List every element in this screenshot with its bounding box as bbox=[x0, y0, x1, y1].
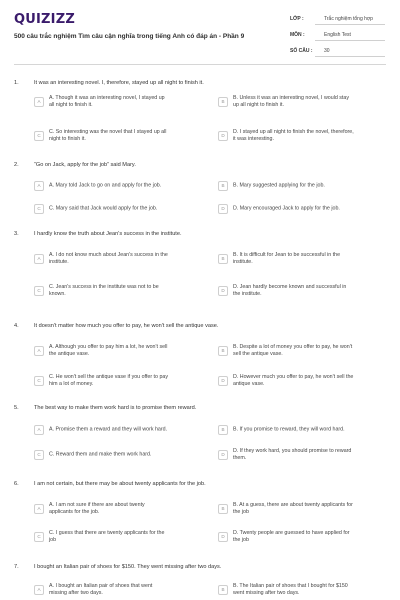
answer-option-a[interactable] bbox=[34, 580, 214, 600]
answer-option-c[interactable] bbox=[34, 199, 214, 219]
answer-option-d[interactable] bbox=[218, 371, 398, 391]
quizizz-logo: QUIZIZZ bbox=[14, 12, 75, 27]
question-text: I hardly know the truth about Jean's success in the institute. bbox=[34, 231, 182, 237]
option-text: D. Mary encouraged Jack to apply for the job. bbox=[233, 205, 340, 212]
answer-option-b[interactable] bbox=[218, 176, 398, 196]
answer-option-b[interactable] bbox=[218, 499, 398, 519]
question-text: I bought an Italian pair of shoes for $150. They went missing after two days. bbox=[34, 564, 222, 570]
option-letter-box: D bbox=[218, 532, 228, 542]
option-letter-box: B bbox=[218, 425, 228, 435]
option-text: D. However much you offer to pay, he won't sell the antique vase. bbox=[233, 373, 354, 387]
option-letter-box: C bbox=[34, 532, 44, 542]
answer-option-d[interactable] bbox=[218, 199, 398, 219]
option-text: C. Reward them and make them work hard. bbox=[49, 451, 152, 458]
option-text: A. Though it was an interesting novel, I stayed up all night to finish it. bbox=[49, 94, 165, 108]
question-number: 3. bbox=[14, 231, 19, 237]
option-text: B. At a guess, there are about twenty applicants for the job bbox=[233, 501, 353, 515]
option-letter-box: B bbox=[218, 97, 228, 107]
option-letter-box: C bbox=[34, 376, 44, 386]
answer-option-b[interactable] bbox=[218, 249, 398, 269]
worksheet-title: 500 câu trắc nghiệm Tìm câu cận nghĩa trong tiếng Anh có đáp án - Phần 9 bbox=[14, 33, 245, 40]
option-text: B. Unless it was an interesting novel, I would stay up all night to finish it. bbox=[233, 94, 349, 108]
option-letter-box: A bbox=[34, 346, 44, 356]
option-letter-box: D bbox=[218, 286, 228, 296]
option-text: D. I stayed up all night to finish the novel, therefore, it was interesting. bbox=[233, 128, 354, 142]
answer-option-b[interactable] bbox=[218, 580, 398, 600]
question-number: 4. bbox=[14, 323, 19, 329]
meta-class-label: LỚP : bbox=[290, 16, 304, 22]
answer-option-a[interactable] bbox=[34, 92, 214, 112]
question-text: The best way to make them work hard is to promise them reward. bbox=[34, 405, 197, 411]
answer-option-d[interactable] bbox=[218, 445, 398, 465]
answer-option-a[interactable] bbox=[34, 499, 214, 519]
meta-class-value: Trắc nghiệm tổng hợp bbox=[315, 14, 385, 25]
option-text: A. I am not sure if there are about twenty applicants for the job. bbox=[49, 501, 145, 515]
option-text: B. If you promise to reward, they will word hard. bbox=[233, 426, 345, 433]
option-letter-box: A bbox=[34, 585, 44, 595]
option-text: C. Mary said that Jack would apply for the job. bbox=[49, 205, 158, 212]
option-letter-box: D bbox=[218, 204, 228, 214]
answer-option-c[interactable] bbox=[34, 527, 214, 547]
option-text: B. It is difficult for Jean to be successful in the institute. bbox=[233, 251, 341, 265]
option-text: D. Twenty people are guessed to have applied for the job bbox=[233, 529, 350, 543]
option-text: A. Although you offer to pay him a lot, he won't sell the antique vase. bbox=[49, 343, 168, 357]
option-letter-box: C bbox=[34, 450, 44, 460]
option-text: C. I guess that there are twenty applicants for the job bbox=[49, 529, 165, 543]
option-text: B. The Italian pair of shoes that I bought for $150 went missing after two days. bbox=[233, 582, 348, 596]
answer-option-c[interactable] bbox=[34, 281, 214, 301]
option-text: A. Promise them a reward and they will work hard. bbox=[49, 426, 168, 433]
option-letter-box: C bbox=[34, 286, 44, 296]
answer-option-c[interactable] bbox=[34, 445, 214, 465]
option-letter-box: C bbox=[34, 131, 44, 141]
option-letter-box: B bbox=[218, 585, 228, 595]
meta-subject bbox=[290, 30, 390, 41]
answer-option-d[interactable] bbox=[218, 281, 398, 301]
meta-count-value: 30 bbox=[315, 46, 385, 57]
option-letter-box: B bbox=[218, 504, 228, 514]
answer-option-a[interactable] bbox=[34, 341, 214, 361]
answer-option-d[interactable] bbox=[218, 126, 398, 146]
option-text: A. I do not know much about Jean's success in the institute. bbox=[49, 251, 168, 265]
answer-option-b[interactable] bbox=[218, 420, 398, 440]
answer-option-c[interactable] bbox=[34, 126, 214, 146]
question-number: 1. bbox=[14, 80, 19, 86]
meta-class bbox=[290, 14, 390, 25]
header-divider bbox=[14, 64, 386, 65]
question-number: 2. bbox=[14, 162, 19, 168]
question-text: I am not certain, but there may be about twenty applicants for the job. bbox=[34, 481, 206, 487]
option-letter-box: C bbox=[34, 204, 44, 214]
answer-option-d[interactable] bbox=[218, 527, 398, 547]
option-letter-box: D bbox=[218, 376, 228, 386]
option-text: A. I bought an Italian pair of shoes that went missing after two days. bbox=[49, 582, 153, 596]
option-text: C. He won't sell the antique vase if you offer to pay him a lot of money. bbox=[49, 373, 168, 387]
answer-option-a[interactable] bbox=[34, 176, 214, 196]
meta-subject-value: English Test bbox=[315, 30, 385, 41]
worksheet-header bbox=[0, 0, 400, 64]
option-text: C. So interesting was the novel that I stayed up all night to finish it. bbox=[49, 128, 167, 142]
meta-count-label: SỐ CÂU : bbox=[290, 48, 313, 54]
answer-option-a[interactable] bbox=[34, 420, 214, 440]
option-letter-box: A bbox=[34, 425, 44, 435]
answer-option-b[interactable] bbox=[218, 92, 398, 112]
option-text: B. Despite a lot of money you offer to pay, he won't sell the antique vase. bbox=[233, 343, 353, 357]
option-text: C. Jean's success in the institute was not to be known. bbox=[49, 283, 159, 297]
option-text: D. If they work hard, you should promise to reward them. bbox=[233, 447, 352, 461]
question-number: 6. bbox=[14, 481, 19, 487]
option-text: D. Jean hardly become known and successful in the institute. bbox=[233, 283, 347, 297]
option-text: A. Mary told Jack to go on and apply for the job. bbox=[49, 182, 162, 189]
option-letter-box: B bbox=[218, 181, 228, 191]
option-letter-box: B bbox=[218, 254, 228, 264]
meta-subject-label: MÔN : bbox=[290, 32, 305, 38]
question-text: It was an interesting novel. I, therefore, stayed up all night to finish it. bbox=[34, 80, 204, 86]
option-letter-box: A bbox=[34, 181, 44, 191]
question-text: “Go on Jack, apply for the job” said Mary. bbox=[34, 162, 136, 168]
answer-option-b[interactable] bbox=[218, 341, 398, 361]
question-number: 7. bbox=[14, 564, 19, 570]
option-letter-box: A bbox=[34, 254, 44, 264]
option-letter-box: A bbox=[34, 504, 44, 514]
option-letter-box: D bbox=[218, 450, 228, 460]
answer-option-a[interactable] bbox=[34, 249, 214, 269]
option-letter-box: B bbox=[218, 346, 228, 356]
option-letter-box: A bbox=[34, 97, 44, 107]
option-text: B. Mary suggested applying for the job. bbox=[233, 182, 325, 189]
answer-option-c[interactable] bbox=[34, 371, 214, 391]
option-letter-box: D bbox=[218, 131, 228, 141]
question-text: It doesn't matter how much you offer to pay, he won't sell the antique vase. bbox=[34, 323, 219, 329]
meta-count bbox=[290, 46, 390, 57]
question-number: 5. bbox=[14, 405, 19, 411]
